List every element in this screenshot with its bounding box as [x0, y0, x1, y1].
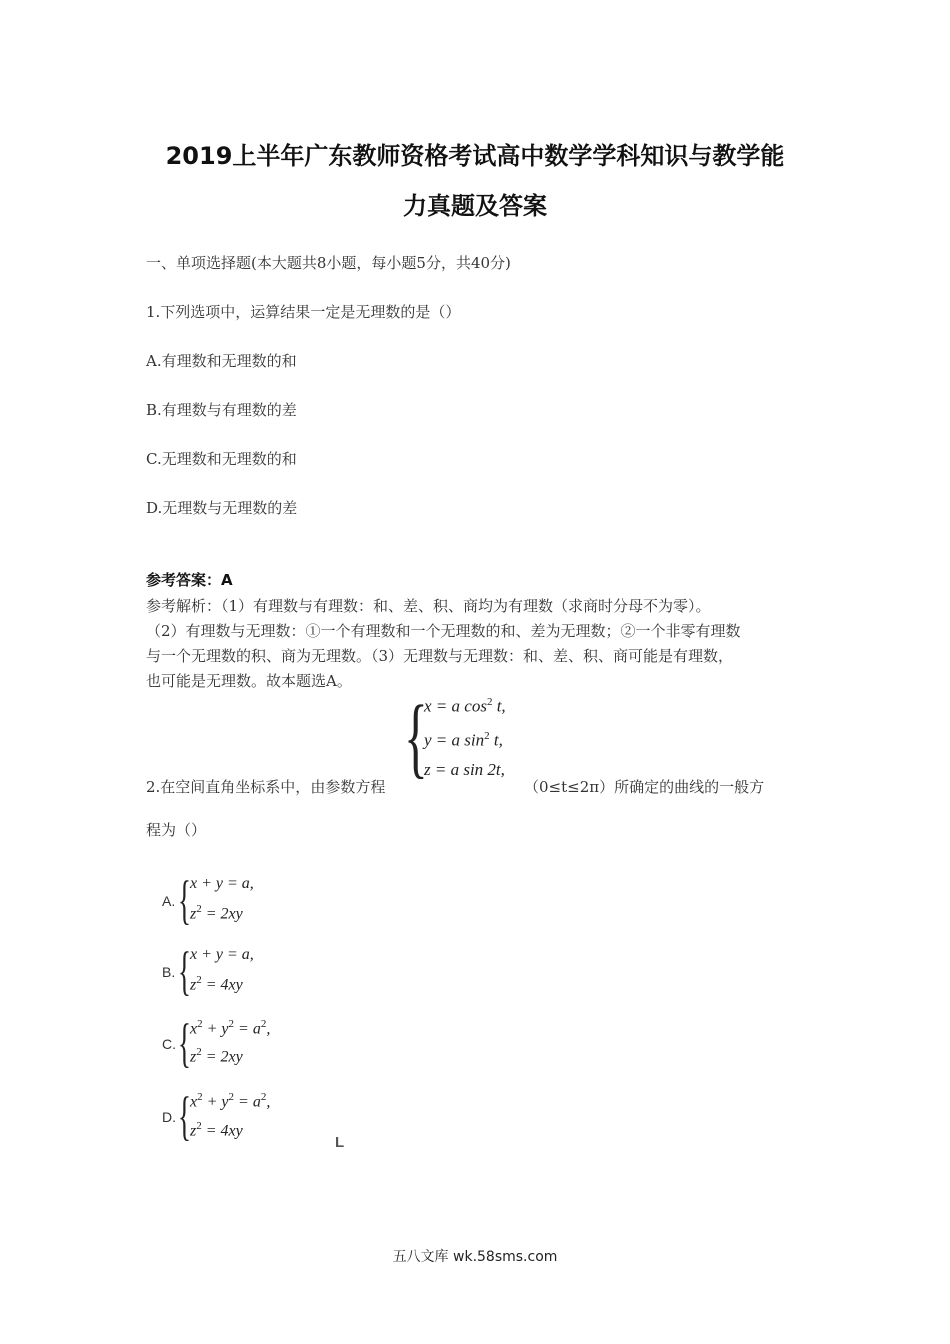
option-a-eq1: x + y = a,: [190, 875, 254, 892]
question-1-answer: 参考答案：A: [146, 571, 233, 589]
option-d-brace: {: [178, 1086, 191, 1146]
option-c-brace: {: [178, 1013, 191, 1073]
option-c-eq1: $x^2 + y^2 = a^2$,: [190, 1018, 271, 1038]
footer-watermark: 五八文库 wk.58sms.com: [392, 1249, 558, 1265]
option-b-eq2: $z^2 = 4xy$: [190, 974, 243, 994]
system-eq-x: x = a $\cos^2 t$,: [424, 696, 506, 716]
option-d-eq2: $z^2 = 4xy$: [190, 1120, 243, 1140]
question-2-option-b-label: B.: [162, 964, 176, 980]
question-2-stem-pre: 2.在空间直角坐标系中，由参数方程: [146, 778, 386, 796]
option-a-eq2: $z^2 = 2xy$: [190, 903, 243, 923]
page-title-line2: 力真题及答案: [403, 192, 547, 220]
option-c-eq2: $z^2 = 2xy$: [190, 1046, 243, 1066]
question-1-option-a: A.有理数和无理数的和: [146, 352, 297, 370]
question-1-option-d: D.无理数与无理数的差: [146, 499, 298, 517]
system-brace: {: [404, 688, 428, 787]
question-2-stem-post: （0≤t≤2π）所确定的曲线的一般方: [524, 778, 765, 796]
question-1-analysis-line1: 参考解析：（1）有理数与有理数：和、差、积、商均为有理数（求商时分母不为零）。: [146, 597, 711, 615]
option-d-eq1: $x^2 + y^2 = a^2$,: [190, 1091, 271, 1111]
question-2-option-c-label: C.: [162, 1036, 176, 1052]
question-1-option-c: C.无理数和无理数的和: [146, 450, 297, 468]
question-1-analysis-line3: 与一个无理数的积、商为无理数。（3）无理数与无理数：和、差、积、商可能是有理数，: [146, 647, 734, 665]
option-b-eq1: x + y = a,: [190, 946, 254, 963]
question-2-option-a-label: A.: [162, 893, 176, 909]
page-title-line1: 2019上半年广东教师资格考试高中数学学科知识与教学能: [165, 142, 785, 170]
system-eq-y: y = a $\sin^2 t$,: [424, 730, 503, 750]
question-1-option-b: B.有理数与有理数的差: [146, 401, 297, 419]
question-2-option-d-label: D.: [162, 1109, 176, 1125]
stray-mark: L: [335, 1134, 345, 1151]
question-2-stem-line2: 程为（）: [146, 821, 207, 839]
option-b-brace: {: [178, 941, 191, 1001]
question-1-stem: 1.下列选项中，运算结果一定是无理数的是（）: [146, 303, 461, 321]
option-a-brace: {: [178, 870, 191, 930]
section-heading: 一、单项选择题(本大题共8小题，每小题5分，共40分): [146, 254, 511, 272]
system-eq-z: z = a sin 2t,: [424, 760, 505, 779]
question-1-analysis-line4: 也可能是无理数。故本题选A。: [146, 672, 352, 690]
question-1-analysis-line2: （2）有理数与无理数：①一个有理数和一个无理数的和、差为无理数；②一个非零有理数: [146, 622, 741, 640]
